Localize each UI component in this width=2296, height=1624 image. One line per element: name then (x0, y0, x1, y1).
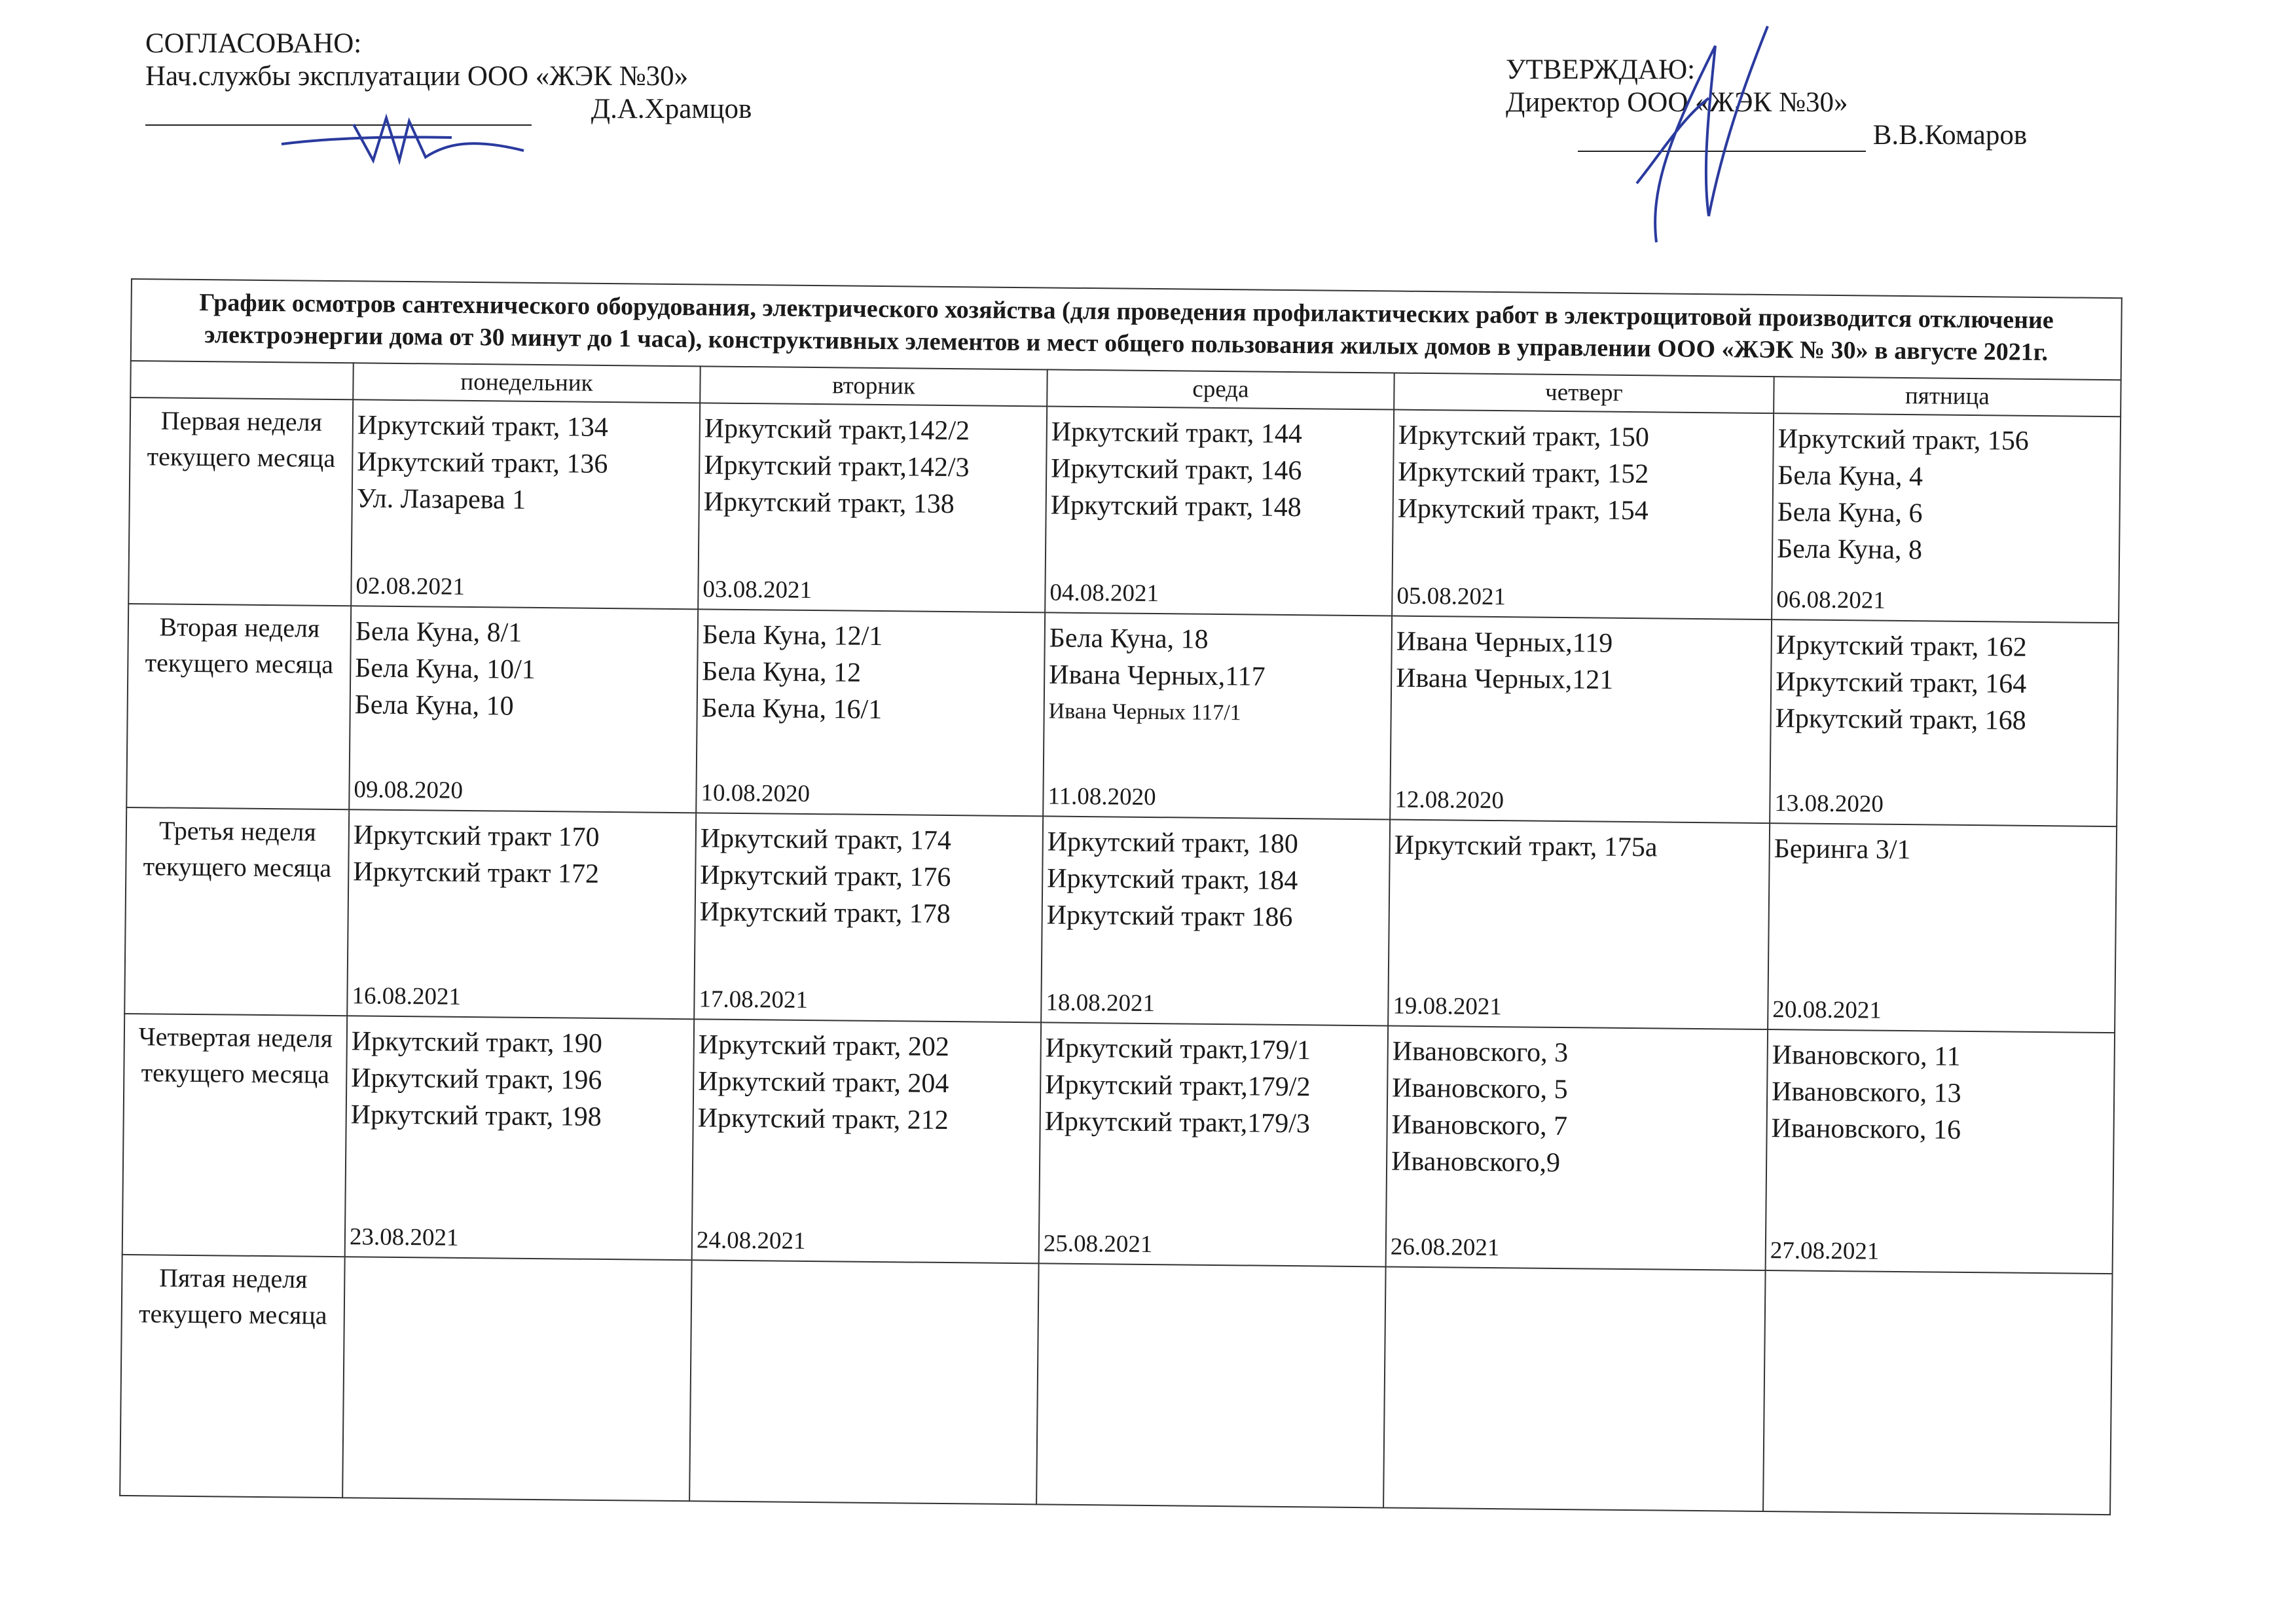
week-label: Пятая неделя текущего месяца (120, 1255, 345, 1498)
inspection-date: 23.08.2021 (349, 1223, 459, 1252)
address-line: Иркутский тракт, 175а (1394, 830, 1658, 863)
address-line: Иркутский тракт, 138 (703, 487, 955, 519)
schedule-title: График осмотров сантехнического оборудования, электрического хозяйства (для проведения профилактических работ в электрощитовой производится отключение электроэнергии дома от 30 минут до 1 часа), конструктивных элементов и мест общего пользования жилых домов в управлении ООО «ЖЭК № 30» в августе 2021г. (131, 279, 2122, 380)
schedule-cell-monday (342, 1257, 692, 1501)
address-line: Иркутский тракт, 164 (1775, 667, 2027, 699)
address-line: Бела Куна, 18 (1049, 623, 1209, 655)
schedule-cell-wednesday (1043, 612, 1392, 819)
address-line: Иркутский тракт 172 (353, 857, 600, 889)
week-row (126, 604, 2119, 826)
schedule-cell-friday (1770, 619, 2119, 826)
schedule-cell-monday (351, 399, 700, 609)
week-label: Первая неделя текущего месяца (128, 397, 353, 606)
approved-signature-line (1578, 128, 1866, 152)
address-line: Бела Куна, 12 (702, 656, 862, 688)
approval-approved-block (1506, 54, 2095, 152)
inspection-date: 17.08.2021 (699, 986, 809, 1014)
week-label: Третья неделя текущего месяца (124, 807, 349, 1016)
agreed-position: Нач.службы эксплуатации ООО «ЖЭК №30» (145, 61, 689, 92)
inspection-date: 12.08.2020 (1394, 786, 1504, 815)
address-line: Иркутский тракт, 156 (1777, 423, 2030, 456)
week-row (124, 807, 2117, 1033)
day-friday: пятница (1774, 377, 2121, 416)
address-line: Бела Куна, 8 (1776, 533, 1923, 566)
schedule-cell-tuesday (698, 403, 1047, 612)
inspection-date: 18.08.2021 (1046, 989, 1156, 1018)
inspection-date: 16.08.2021 (352, 982, 462, 1011)
inspection-date: 10.08.2020 (701, 779, 811, 808)
address-line: Ивановского, 13 (1771, 1077, 1961, 1109)
address-line: Бела Куна, 8/1 (355, 616, 522, 648)
inspection-date: 05.08.2021 (1396, 582, 1506, 611)
week-row (128, 397, 2121, 623)
inspection-date: 03.08.2021 (702, 576, 812, 604)
schedule-cell-thursday (1383, 1267, 1766, 1511)
address-line: Иркутский тракт, 190 (351, 1026, 603, 1060)
address-line: Иркутский тракт,179/3 (1044, 1106, 1311, 1139)
schedule-cell-friday (1768, 823, 2117, 1033)
agreed-name: Д.А.Храмцов (591, 94, 752, 124)
inspection-date: 19.08.2021 (1393, 992, 1503, 1021)
address-line: Иркутский тракт, 180 (1047, 826, 1299, 860)
address-line: Иркутский тракт, 176 (700, 860, 951, 893)
schedule-cell-wednesday (1036, 1264, 1386, 1508)
inspection-date: 11.08.2020 (1048, 783, 1156, 811)
approved-label: УТВЕРЖДАЮ: (1506, 54, 1696, 85)
address-line: Иркутский тракт 170 (353, 820, 600, 853)
address-line: Ивана Черных 117/1 (1048, 699, 1241, 726)
schedule-cell-thursday (1390, 616, 1772, 824)
address-line: Ивана Черных,121 (1396, 663, 1614, 695)
approved-name: В.В.Комаров (1872, 120, 2028, 151)
schedule-cell-friday (1772, 413, 2121, 623)
address-line: Иркутский тракт, 136 (357, 447, 608, 479)
schedule-table (119, 278, 2123, 1515)
address-line: Иркутский тракт, 184 (1047, 863, 1298, 896)
address-line: Ивановского, 11 (1772, 1040, 1961, 1073)
address-line: Иркутский тракт,179/1 (1045, 1033, 1311, 1066)
schedule-cell-monday (349, 606, 698, 813)
schedule-cell-tuesday (692, 1020, 1042, 1264)
address-line: Ивановского, 5 (1391, 1073, 1568, 1105)
address-line: Иркутский тракт, 198 (350, 1099, 602, 1133)
week-label: Вторая неделя текущего месяца (126, 604, 351, 809)
address-line: Ивановского, 16 (1771, 1113, 1961, 1146)
corner-cell (130, 361, 354, 399)
address-line: Бела Куна, 10 (354, 690, 514, 722)
address-line: Иркутский тракт, 174 (700, 823, 952, 857)
inspection-date: 26.08.2021 (1390, 1233, 1500, 1262)
address-line: Ул. Лазарева 1 (356, 483, 526, 515)
address-line: Иркутский тракт, 168 (1775, 703, 2026, 736)
schedule-cell-wednesday (1045, 406, 1394, 616)
address-line: Бела Куна, 4 (1777, 460, 1923, 492)
address-line: Ивана Черных,117 (1049, 659, 1266, 692)
inspection-date: 04.08.2021 (1049, 579, 1159, 608)
address-line: Иркутский тракт, 152 (1398, 456, 1649, 490)
schedule-cell-friday (1763, 1270, 2113, 1515)
schedule-cell-thursday (1386, 1026, 1768, 1270)
address-line: Иркутский тракт, 204 (698, 1066, 949, 1099)
address-line: Бела Куна, 6 (1777, 496, 1923, 529)
agreed-label: СОГЛАСОВАНО: (145, 28, 362, 59)
agreed-signature-line (145, 102, 532, 126)
address-line: Ивана Черных,119 (1396, 626, 1613, 659)
inspection-date: 09.08.2020 (354, 776, 464, 804)
approved-position: Директор ООО «ЖЭК №30» (1506, 87, 1848, 118)
schedule-cell-wednesday (1041, 816, 1390, 1025)
inspection-date: 06.08.2021 (1776, 586, 1886, 614)
approval-agreed-block (145, 28, 800, 126)
schedule-cell-tuesday (694, 813, 1043, 1022)
address-line: Иркутский тракт 186 (1046, 900, 1293, 933)
address-line: Иркутский тракт, 212 (697, 1103, 949, 1136)
schedule-cell-tuesday (689, 1260, 1039, 1504)
address-line: Иркутский тракт, 144 (1051, 416, 1303, 449)
address-line: Иркутский тракт, 178 (699, 896, 951, 930)
address-line: Иркутский тракт, 196 (351, 1063, 602, 1096)
address-line: Иркутский тракт, 150 (1398, 420, 1650, 453)
day-wednesday: среда (1047, 369, 1394, 409)
day-monday: понедельник (353, 363, 701, 403)
address-line: Беринга 3/1 (1774, 834, 1911, 866)
schedule-cell-thursday (1388, 820, 1770, 1030)
address-line: Иркутский тракт,142/2 (704, 413, 970, 447)
week-label: Четвертая неделя текущего месяца (122, 1014, 348, 1257)
week-row (122, 1014, 2115, 1274)
schedule-cell-wednesday (1039, 1023, 1389, 1267)
schedule-cell-friday (1766, 1029, 2115, 1274)
schedule-cell-monday (347, 809, 696, 1019)
address-line: Иркутский тракт,179/2 (1045, 1069, 1311, 1103)
schedule-cell-tuesday (696, 609, 1045, 816)
address-line: Ивановского,9 (1391, 1146, 1561, 1179)
week-row (120, 1255, 2112, 1515)
inspection-date: 25.08.2021 (1043, 1230, 1153, 1259)
schedule-cell-monday (345, 1016, 695, 1261)
day-tuesday: вторник (700, 366, 1048, 406)
address-line: Бела Куна, 12/1 (702, 619, 883, 652)
schedule-cell-thursday (1392, 409, 1774, 619)
address-line: Иркутский тракт, 154 (1397, 493, 1649, 526)
inspection-date: 24.08.2021 (696, 1227, 806, 1255)
address-line: Иркутский тракт, 162 (1776, 630, 2028, 663)
address-line: Иркутский тракт, 148 (1050, 490, 1302, 523)
address-line: Ивановского, 3 (1392, 1036, 1569, 1069)
address-line: Бела Куна, 16/1 (701, 693, 883, 726)
inspection-date: 02.08.2021 (355, 572, 465, 600)
address-line: Иркутский тракт, 146 (1051, 453, 1302, 486)
address-line: Иркутский тракт, 134 (357, 410, 609, 443)
address-line: Иркутский тракт,142/3 (704, 450, 970, 483)
inspection-date: 27.08.2021 (1770, 1237, 1880, 1265)
inspection-date: 13.08.2020 (1774, 790, 1884, 818)
address-line: Иркутский тракт, 202 (698, 1029, 950, 1063)
inspection-date: 20.08.2021 (1772, 996, 1882, 1025)
day-thursday: четверг (1394, 373, 1774, 413)
address-line: Бела Куна, 10/1 (355, 653, 536, 685)
address-line: Ивановского, 7 (1391, 1109, 1568, 1142)
